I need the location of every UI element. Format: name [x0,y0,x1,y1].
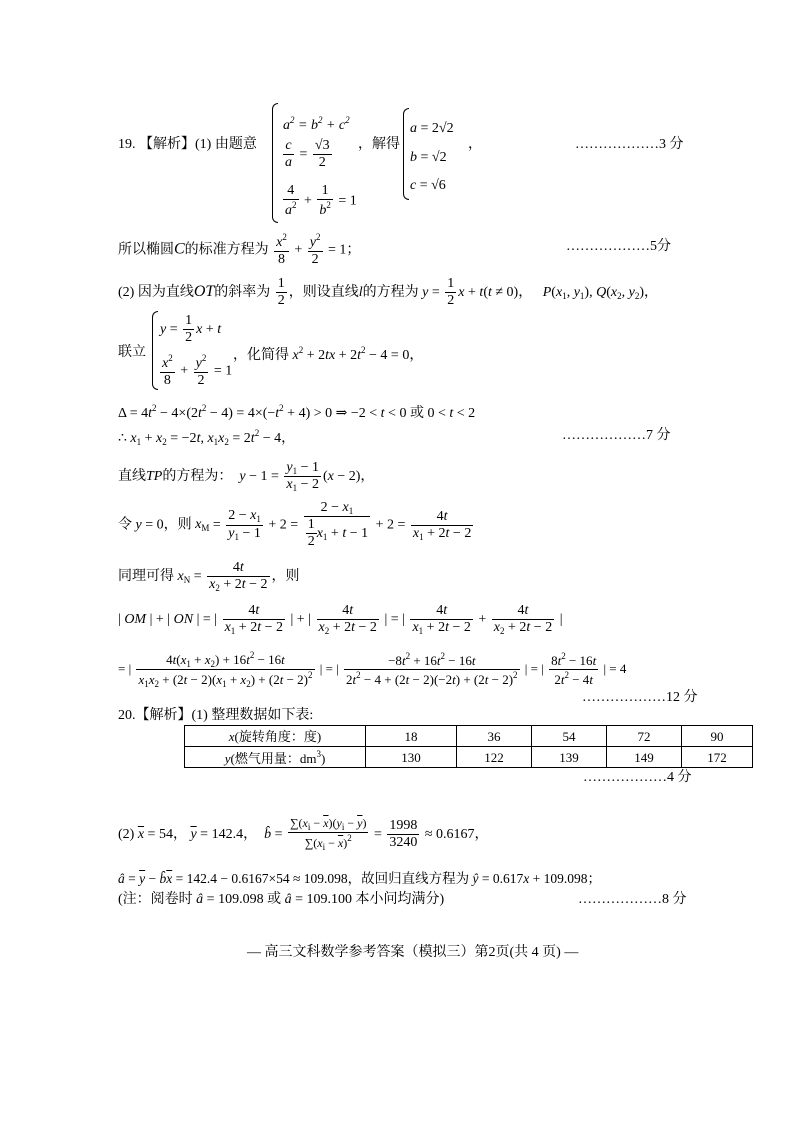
table-cell: 90 [682,726,753,747]
score-8: ………………8 分 [578,892,687,907]
table-cell: 122 [457,747,532,768]
grading-note: (注：阅卷时 â = 109.098 或 â = 109.100 本小问均满分) [118,892,445,907]
score-4: ………………4 分 [583,770,692,785]
table-cell: 54 [532,726,607,747]
eq-a-value: a = 2√2 [410,121,454,136]
q20-heading: 20.【解析】(1) 整理数据如下表: [118,708,314,723]
ellipse-standard-equation: 所以椭圆C的标准方程为 $\frac{x^2}{8}$ + $\frac{y^2}{2}$ = 1； [118,232,361,268]
table-cell: 72 [607,726,682,747]
solve-label: ，解得 [358,137,400,152]
line-tp-equation: 直线TP的方程为： y − 1 = $\frac{y_1 - 1}{x_1 - 2}$ (x − 2)， [118,460,375,494]
eq-line-l: y = $\frac{1}{2}$ x + t [160,313,222,346]
comma: ， [468,137,482,152]
row-label-x: x(旋转角度：度) [185,726,366,747]
table-cell: 172 [682,747,753,768]
score-3: ………………3 分 [575,137,684,152]
table-row-y [185,747,753,768]
xn-value: 同理可得 $x_N$ = $\frac{4t}{x_2 + 2t - 2}$ ，则 [118,560,300,594]
eq-abc-relation: $a^2 = b^2 + c^2$ [283,115,350,133]
q19-heading: 19. 【解析】(1) 由题意 [118,137,257,152]
system-brace-1 [272,103,278,223]
score-5: ………………5分 [566,239,671,254]
eq-point-on-ellipse: $\frac{4}{a^2}$ + $\frac{1}{b^2}$ = 1 [285,183,357,219]
page-footer: — 高三文科数学参考答案（模拟三）第2页(共 4 页) — [247,945,579,960]
table-cell: 139 [532,747,607,768]
regression-intercept: â = $\overline{y}$ − $b̂\overline{x} = 142.4 - 0.6167\times 54 \approx 109.098$，故回归直线方程为 ŷ = 0.617x + 109.098； [118,871,601,886]
xm-derivation: 令 y = 0，则 $x_M$ = $\frac{2 - x_1}{y_1 - 1}$ + 2 = $2 - x_1$ $\frac{1}{2}$ $x_1 + t - 1$ + 2 = $\frac{4t}{x_1 + 2t - 2}$ [118,500,472,550]
om-on-sum: | OM | + | ON | = | $\frac{4t}{x_1 + 2t - 2}$ | + | $\frac{4t}{x_2 + 2t - 2}$ | = | $\frac{4t}{x_1 + 2t - 2}$ + $\frac{4t}{x_2 + 2t - 2}$ | [118,603,563,637]
eq-ellipse-system: $\frac{x^2}{8}$ + $\frac{y^2}{2}$ = 1 [162,353,233,389]
data-table [184,725,753,768]
row-label-y: y(燃气用量：$dm^3$) [185,747,366,768]
score-7: ………………7 分 [562,428,671,443]
table-cell: 18 [366,726,457,747]
table-cell: 36 [457,726,532,747]
table-row-x [185,726,753,747]
table-cell: 149 [607,747,682,768]
eq-eccentricity: $\frac{c}{a}$ = $\frac{√3}{2}$ [285,138,330,171]
system-brace-2 [403,108,409,200]
regression-slope: (2) $\overline{x} = 54$， $\overline{y} = 142.4$， b̂ = $\frac{\sum(x_i - \overline{x})(y_i - \overline{y})}{\sum(x_i - \overline{x})^2}$ = $\frac{1998}{3240}$ ≈ 0.6167， [118,816,489,853]
simplified-quadratic: ，化简得 $x^2 + 2tx + 2t^2 - 4 = 0$， [233,345,424,363]
eq-c-value: c = √6 [410,178,446,193]
part2-line: (2) 因为直线OT的斜率为 $\frac{1}{2}$ ，则设直线l的方程为 y = $\frac{1}{2}$ x + t(t ≠ 0)， $P(x_1$, $y_1$), $Q(x_2$, $y_2$)， [118,276,658,309]
table-cell: 130 [366,747,457,768]
eq-b-value: b = √2 [410,150,447,165]
lianli-label: 联立 [118,345,146,360]
final-simplification: = | $\frac{4t(x_1 + x_2) + 16t^2 - 16t}{x_1x_2 + (2t - 2)(x_1 + x_2) + (2t - 2)^2}$ | = | $\frac{-8t^2 + 16t^2 - 16t}{2t^2 - 4 + (2t - 2)(-2t) + (2t - 2)^2}$ | = | $\frac{8t^2 - 16t}{2t^2 - 4t}$ | = 4 [118,650,627,690]
discriminant-line: $\Delta = 4t^2 - 4\times(2t^2 - 4) = 4\times(-t^2 + 4) > 0$ ⇒ −2 < t < 0 或 0 < t < 2 [118,403,476,421]
vieta-line: ∴ $x_1 + x_2 = -2t$, $x_1x_2 = 2t^2 - 4$， [118,428,296,447]
score-12: ………………12 分 [582,690,698,705]
